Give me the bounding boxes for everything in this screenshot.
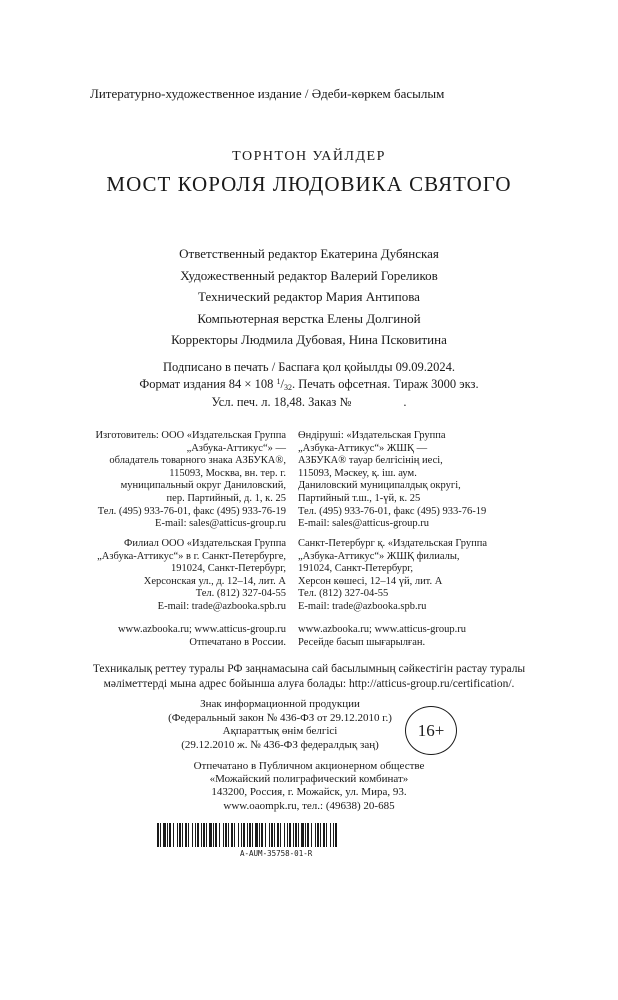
manufacturer-ru-line: 115093, Москва, вн. тер. г. xyxy=(169,467,286,479)
barcode-bar xyxy=(305,823,306,847)
barcode-bar xyxy=(259,823,260,847)
barcode-bar xyxy=(289,823,291,847)
manufacturer-ru-line: „Азбука-Аттикус“» — xyxy=(186,442,286,454)
barcode-bar xyxy=(333,823,334,847)
manufacturer-kz-line: „Азбука-Аттикус“» ЖШҚ — xyxy=(298,442,428,454)
barcode-bar xyxy=(185,823,187,847)
branch-kz-line: E-mail: trade@azbooka.spb.ru xyxy=(298,600,427,612)
web-kz-line: www.azbooka.ru; www.atticus-group.ru xyxy=(298,624,467,635)
barcode xyxy=(157,823,337,847)
printer-line: Отпечатано в Публичном акционерном обществе xyxy=(193,760,425,772)
age-rating-badge xyxy=(405,706,457,755)
barcode-bar xyxy=(298,823,299,847)
barcode-bar xyxy=(330,823,331,847)
barcode-bar xyxy=(320,823,321,847)
manufacturer-kz-line: Даниловский муниципалдық округі, xyxy=(298,480,461,492)
barcode-bar xyxy=(287,823,288,847)
book-title: МОСТ КОРОЛЯ ЛЮДОВИКА СВЯТОГО xyxy=(106,172,512,196)
staff-line: Корректоры Людмила Дубовая, Нина Псковитина xyxy=(171,332,447,347)
manufacturer-kz-line: АЗБУКА® тауар белгісінің иесі, xyxy=(298,455,443,467)
sheets-text: Усл. печ. л. 18,48. Заказ № xyxy=(211,395,352,409)
barcode-bar xyxy=(209,823,212,847)
barcode-bar xyxy=(274,823,275,847)
barcode-bar xyxy=(323,823,325,847)
format-suffix: . Печать офсетная. Тираж 3000 экз. xyxy=(291,376,479,391)
tech-line: мәліметтерді мына адрес бойынша алуға болады: http://atticus-group.ru/certification/. xyxy=(103,678,515,690)
barcode-bar xyxy=(188,823,189,847)
barcode-bar xyxy=(203,823,205,847)
sheets-line xyxy=(0,394,618,411)
age-rating-text: 16+ xyxy=(417,720,445,740)
format-prefix: Формат издания 84 × 108 xyxy=(139,376,277,391)
branch-kz-line: Санкт-Петербург қ. «Издательская Группа xyxy=(298,538,487,549)
manufacturer-ru xyxy=(95,430,286,531)
barcode-bar xyxy=(223,823,224,847)
manufacturer-kz-line: Тел. (495) 933-76-01, факс (495) 933-76-19 xyxy=(298,505,487,517)
barcode-bar xyxy=(195,823,196,847)
barcode-bar xyxy=(228,823,229,847)
barcode-bar xyxy=(255,823,258,847)
manufacturer-kz xyxy=(298,430,486,531)
barcode-bar xyxy=(317,823,319,847)
format-slash: / xyxy=(280,376,284,391)
barcode-bar xyxy=(231,823,233,847)
format-numerator: 1 xyxy=(276,376,281,386)
web-ru xyxy=(118,624,286,649)
barcode-bar xyxy=(157,823,159,847)
barcode-bar xyxy=(243,823,245,847)
printer-line: 143200, Россия, г. Можайск, ул. Мира, 93. xyxy=(211,786,407,799)
branch-ru-line: Филиал ООО «Издательская Группа xyxy=(124,538,286,549)
printer-line: www.oaompk.ru, тел.: (49638) 20-685 xyxy=(223,799,395,812)
barcode-bar xyxy=(197,823,199,847)
barcode-bar xyxy=(247,823,248,847)
barcode-bar xyxy=(271,823,273,847)
manufacturer-ru-line: муниципальный округ Даниловский, xyxy=(120,480,286,492)
manufacturer-ru-line: Изготовитель: ООО «Издательская Группа xyxy=(95,430,286,441)
barcode-bar xyxy=(206,823,207,847)
barcode-bar xyxy=(219,823,220,847)
barcode-bar xyxy=(295,823,297,847)
info-line: (29.12.2010 ж. № 436-ФЗ федералдық заң) xyxy=(181,738,379,751)
staff-line: Технический редактор Мария Антипова xyxy=(198,289,420,304)
tech-regulation-note xyxy=(0,662,618,692)
signed-date: Подписано в печать / Баспаға қол қойылды 09.09.2024. xyxy=(162,360,456,374)
barcode-bar xyxy=(173,823,174,847)
barcode-bar xyxy=(280,823,281,847)
barcode-bar xyxy=(225,823,227,847)
barcode-bar xyxy=(238,823,239,847)
staff-line: Художественный редактор Валерий Гореликов xyxy=(180,267,438,283)
branch-ru xyxy=(97,538,286,614)
barcode-bar xyxy=(307,823,309,847)
publication-details xyxy=(0,359,618,411)
barcode-bar xyxy=(182,823,183,847)
manufacturer-kz-line: Партийный т.ш., 1-үй, к. 25 xyxy=(298,492,421,504)
web-ru-line: www.azbooka.ru; www.atticus-group.ru xyxy=(117,624,286,635)
web-kz xyxy=(298,624,466,649)
staff-line: Компьютерная верстка Елены Долгиной xyxy=(197,310,421,326)
manufacturer-ru-line: Тел. (495) 933-76-01, факс (495) 933-76-19 xyxy=(97,505,286,517)
barcode-bar xyxy=(311,823,312,847)
branch-ru-line: E-mail: trade@azbooka.spb.ru xyxy=(157,600,286,612)
barcode-bar xyxy=(252,823,253,847)
barcode-bar xyxy=(167,823,168,847)
branch-kz-line: Херсон көшесі, 12–14 үй, лит. А xyxy=(298,575,443,587)
barcode-bar xyxy=(241,823,242,847)
branch-kz xyxy=(298,538,487,614)
manufacturer-kz-line: E-mail: sales@atticus-group.ru xyxy=(298,518,429,530)
barcode-bar xyxy=(160,823,161,847)
barcode-bar xyxy=(215,823,217,847)
sheets-end: . xyxy=(403,395,407,409)
editorial-staff xyxy=(0,243,618,351)
format-denominator: 32 xyxy=(283,382,292,392)
barcode-bar xyxy=(192,823,193,847)
staff-line: Ответственный редактор Екатерина Дубянская xyxy=(179,246,439,261)
barcode-bar xyxy=(269,823,270,847)
barcode-bar xyxy=(284,823,285,847)
printer-info xyxy=(0,760,618,813)
barcode-bar xyxy=(201,823,202,847)
barcode-bar xyxy=(163,823,166,847)
series-line: Литературно-художественное издание / Әдеби-көркем басылым xyxy=(90,86,445,101)
barcode-bar xyxy=(326,823,327,847)
info-product-sign xyxy=(0,698,560,752)
barcode-bar xyxy=(265,823,266,847)
branch-ru-line: Тел. (812) 327-04-55 xyxy=(195,588,286,600)
info-line: Ақпараттық өнім белгісі xyxy=(222,725,338,737)
barcode-bar xyxy=(249,823,251,847)
info-line: (Федеральный закон № 436-ФЗ от 29.12.2010 г.) xyxy=(168,711,392,724)
barcode-bar xyxy=(169,823,171,847)
branch-kz-line: Тел. (812) 327-04-55 xyxy=(298,588,389,600)
branch-kz-line: 191024, Санкт-Петербург, xyxy=(298,563,414,575)
barcode-bar xyxy=(177,823,178,847)
manufacturer-kz-line: 115093, Мәскеу, қ. іш. аум. xyxy=(298,467,417,479)
web-kz-line: Ресейде басып шығарылған. xyxy=(298,636,426,648)
branch-ru-line: Херсонская ул., д. 12–14, лит. А xyxy=(143,575,286,587)
author-name: ТОРНТОН УАЙЛДЕР xyxy=(232,149,386,164)
manufacturer-ru-line: E-mail: sales@atticus-group.ru xyxy=(155,518,286,530)
barcode-bar xyxy=(315,823,316,847)
format-line xyxy=(0,376,618,395)
barcode-code: А-AUM-35758-01-R xyxy=(240,849,313,858)
branch-ru-line: „Азбука-Аттикус“» в г. Санкт-Петербурге, xyxy=(97,550,286,562)
info-line: Знак информационной продукции xyxy=(200,698,360,710)
barcode-bar xyxy=(213,823,214,847)
barcode-bar xyxy=(261,823,263,847)
barcode-bar xyxy=(234,823,235,847)
printer-line: «Можайский полиграфический комбинат» xyxy=(209,773,409,786)
web-ru-line: Отпечатано в России. xyxy=(189,636,286,648)
manufacturer-kz-line: Өндіруші: «Издательская Группа xyxy=(298,430,446,441)
barcode-bar xyxy=(293,823,294,847)
barcode-bar xyxy=(179,823,181,847)
barcode-bar xyxy=(301,823,304,847)
barcode-bar xyxy=(277,823,279,847)
tech-line: Техникалық реттеу туралы РФ заңнамасына сай басылымның сәйкестігін растау туралы xyxy=(92,663,526,675)
barcode-bar xyxy=(335,823,337,847)
branch-ru-line: 191024, Санкт-Петербург, xyxy=(170,563,286,575)
manufacturer-ru-line: обладатель товарного знака АЗБУКА®, xyxy=(109,455,286,467)
branch-kz-line: „Азбука-Аттикус“» ЖШҚ филиалы, xyxy=(298,550,460,562)
manufacturer-ru-line: пер. Партийный, д. 1, к. 25 xyxy=(166,492,286,504)
